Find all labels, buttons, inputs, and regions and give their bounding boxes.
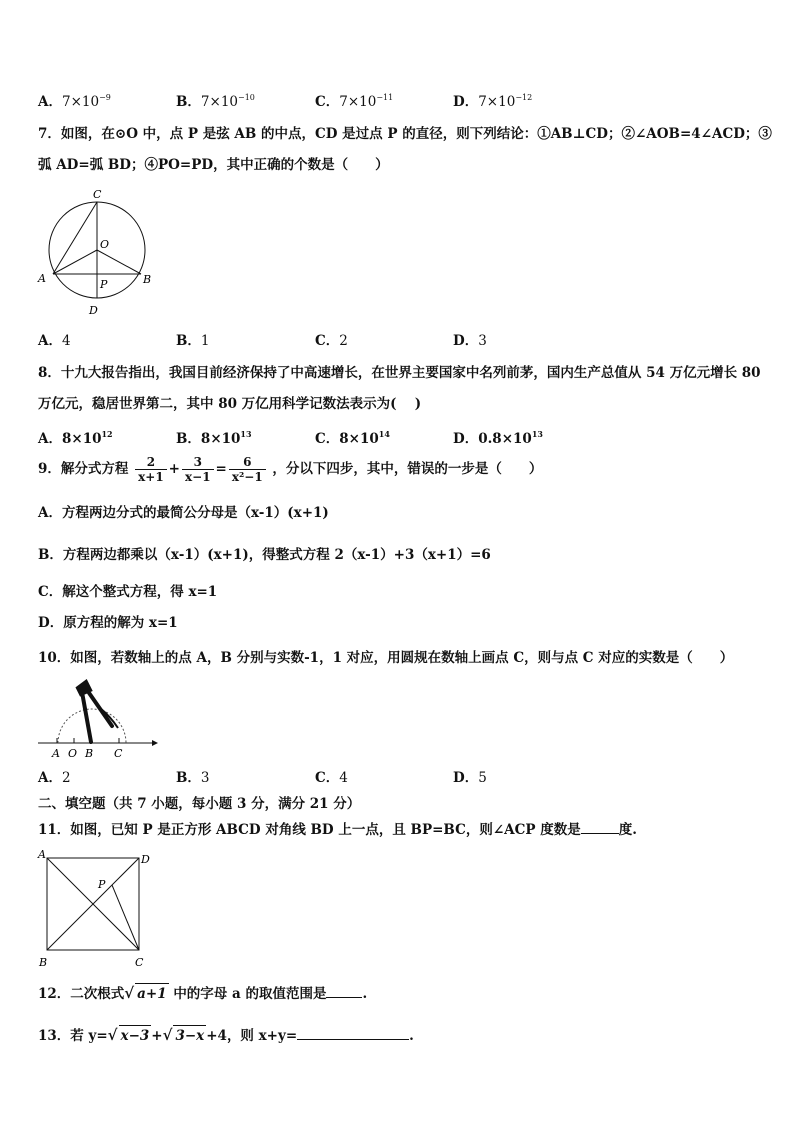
q8-option-a: A．$8\times 10^{12}$: [38, 429, 113, 447]
q9-stem: 9．解分式方程 $\frac{2}{x+1}$ + $\frac{3}{x-1}$ = $\frac{6}{\text{x²−1}}$ ，分以下四步，其中，错误的一步是（ ）: [38, 455, 543, 484]
q7-circle-figure: [34, 184, 158, 320]
q10-option-a: A．2: [38, 770, 71, 786]
q7-label-p: P: [100, 278, 108, 291]
q6-option-d: D．$7\times 10^{-12}$: [453, 93, 533, 110]
q11-label-d: D: [141, 853, 150, 866]
q7-label-o: O: [100, 238, 110, 251]
q8-line1: 8．十九大报告指出，我国目前经济保持了中高速增长，在世界主要国家中名列前茅，国内生产总值从 54 万亿元增长 80: [38, 365, 761, 381]
q9-option-d: D．原方程的解为 x=1: [38, 615, 178, 631]
q12-answer-blank[interactable]: [326, 997, 362, 998]
q7-label-c: C: [93, 188, 102, 201]
q13-answer-blank[interactable]: [297, 1039, 409, 1040]
q7-line2: 弧 AD=弧 BD；④PO=PD，其中正确的个数是（ ）: [38, 157, 389, 173]
q6-option-b: B．$7\times 10^{-10}$: [176, 93, 255, 110]
q11-label-a: A: [38, 848, 46, 861]
q9-option-b: B．方程两边都乘以（x-1）(x+1)，得整式方程 2（x-1）+3（x+1）=6: [38, 547, 491, 563]
q7-option-d: D．3: [453, 333, 487, 349]
q10-label-c: C: [114, 747, 123, 760]
q7-label-b: B: [143, 273, 152, 286]
q10-label-a: A: [52, 747, 60, 760]
q9-option-a: A．方程两边分式的最简公分母是（x-1）(x+1): [38, 505, 329, 521]
q8-option-d: D．$0.8\times 10^{13}$: [453, 429, 543, 447]
q10-label-b: B: [85, 747, 94, 760]
q6-option-c: C．$7\times 10^{-11}$: [315, 93, 394, 110]
q9-option-c: C．解这个整式方程，得 x=1: [38, 584, 218, 600]
q7-label-d: D: [89, 304, 98, 317]
q6-option-a: A．$7\times 10^{-9}$: [38, 93, 111, 110]
q12-radicand: a+1: [135, 983, 168, 1004]
q11-stem: 11．如图，已知 P 是正方形 ABCD 对角线 BD 上一点，且 BP=BC，则∠ACP 度数是 度.: [38, 822, 637, 838]
q7-option-c: C．2: [315, 333, 348, 349]
q13-radicand-1: x−3: [119, 1025, 152, 1046]
q10-option-c: C．4: [315, 770, 348, 786]
q9-fraction-1: $\frac{2}{x+1}$: [135, 455, 167, 484]
q11-label-b: B: [39, 956, 48, 969]
q13-radicand-2: 3−x: [173, 1025, 206, 1046]
q8-option-b: B．$8\times 10^{13}$: [176, 429, 252, 447]
q11-answer-blank[interactable]: [581, 833, 619, 834]
q8-line2: 万亿元，稳居世界第二，其中 80 万亿用科学记数法表示为( ): [38, 396, 422, 412]
q11-square-figure: [34, 846, 158, 970]
q11-label-c: C: [135, 956, 144, 969]
section-2-title: 二、填空题（共 7 小题，每小题 3 分，满分 21 分）: [38, 796, 361, 812]
q7-label-a: A: [38, 272, 46, 285]
q9-fraction-2: $\frac{3}{x-1}$: [182, 455, 214, 484]
q7-line1: 7．如图，在⊙O 中，点 P 是弦 AB 的中点，CD 是过点 P 的直径，则下列结论：①AB⊥CD；②∠AOB=4∠ACD；③: [38, 126, 772, 142]
q10-label-o: O: [68, 747, 78, 760]
q10-line1: 10．如图，若数轴上的点 A，B 分别与实数-1，1 对应，用圆规在数轴上画点 C，则与点 C 对应的实数是（ ）: [38, 650, 734, 666]
q12-stem: 12．二次根式√ a+1 中的字母 a 的取值范围是 .: [38, 984, 368, 1002]
q9-fraction-3: $\frac{6}{\text{x²−1}}$: [229, 455, 266, 484]
q13-stem: 13．若 y=√ x−3 +√ 3−x +4，则 x+y= .: [38, 1026, 414, 1044]
q7-option-b: B．1: [176, 333, 210, 349]
q10-compass-figure: [34, 676, 158, 762]
q7-option-a: A．4: [38, 333, 71, 349]
q8-option-c: C．$8\times 10^{14}$: [315, 429, 390, 447]
q10-option-d: D．5: [453, 770, 487, 786]
q10-option-b: B．3: [176, 770, 210, 786]
q11-label-p: P: [98, 878, 106, 891]
